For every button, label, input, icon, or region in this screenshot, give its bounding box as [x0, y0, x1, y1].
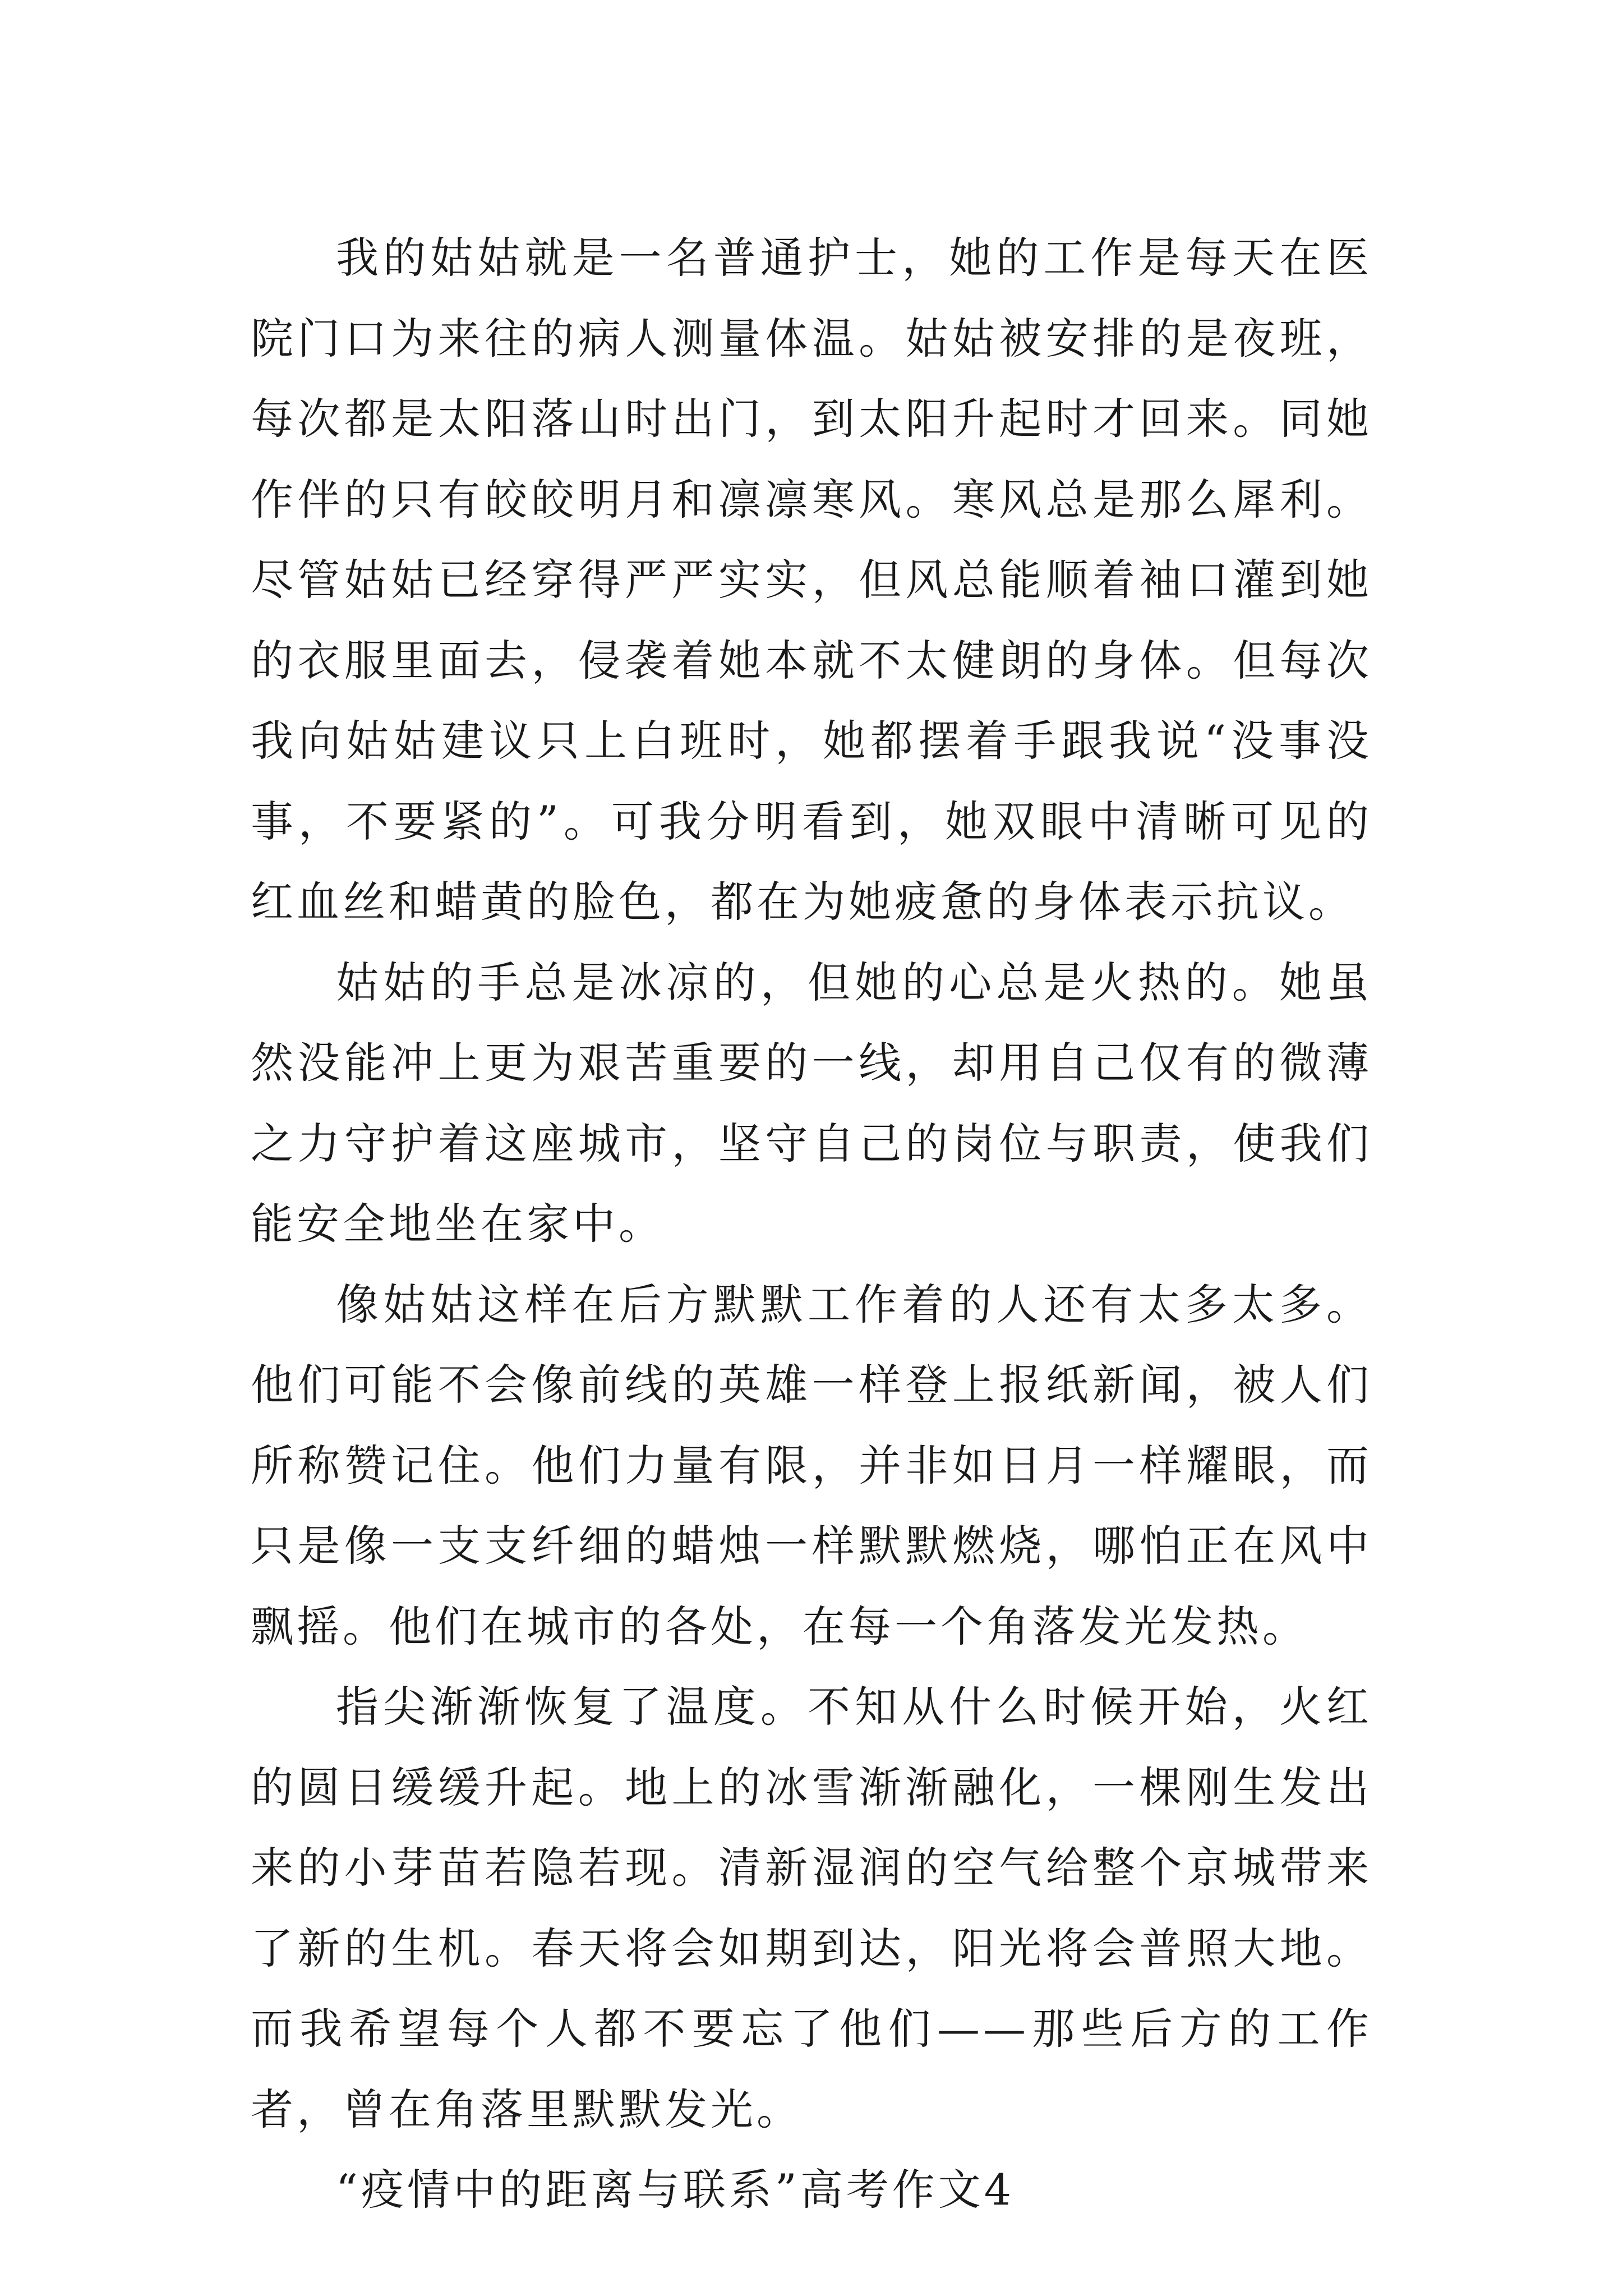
paragraph-1: 我的姑姑就是一名普通护士，她的工作是每天在医院门口为来往的病人测量体温。姑姑被安排的是夜班，每次都是太阳落山时出门，到太阳升起时才回来。同她作伴的只有皎皎明月和凛凛寒风。寒风总是那么犀利。尽管姑姑已经穿得严严实实，但风总能顺着袖口灌到她的衣服里面去，侵袭着她本就不太健朗的身体。但每次我向姑姑建议只上白班时，她都摆着手跟我说“没事没事，不要紧的”。可我分明看到，她双眼中清晰可见的红血丝和蜡黄的脸色，都在为她疲惫的身体表示抗议。	[251, 233, 1372, 927]
essay-title: “疫情中的距离与联系”高考作文4	[336, 2165, 1015, 2215]
paragraph-3: 像姑姑这样在后方默默工作着的人还有太多太多。他们可能不会像前线的英雄一样登上报纸新闻，被人们所称赞记住。他们力量有限，并非如日月一样耀眼，而只是像一支支纤细的蜡烛一样默默燃烧，哪怕正在风中飘摇。他们在城市的各处，在每一个角落发光发热。	[251, 1279, 1372, 1651]
document-body	[251, 218, 1372, 2230]
paragraph-2: 姑姑的手总是冰凉的，但她的心总是火热的。她虽然没能冲上更为艰苦重要的一线，却用自己仅有的微薄之力守护着这座城市，坚守自己的岗位与职责，使我们能安全地坐在家中。	[251, 957, 1372, 1249]
paragraph-4: 指尖渐渐恢复了温度。不知从什么时候开始，火红的圆日缓缓升起。地上的冰雪渐渐融化，一棵刚生发出来的小芽苗若隐若现。清新湿润的空气给整个京城带来了新的生机。春天将会如期到达，阳光将会普照大地。而我希望每个人都不要忘了他们——那些后方的工作者，曾在角落里默默发光。	[251, 1682, 1372, 2134]
